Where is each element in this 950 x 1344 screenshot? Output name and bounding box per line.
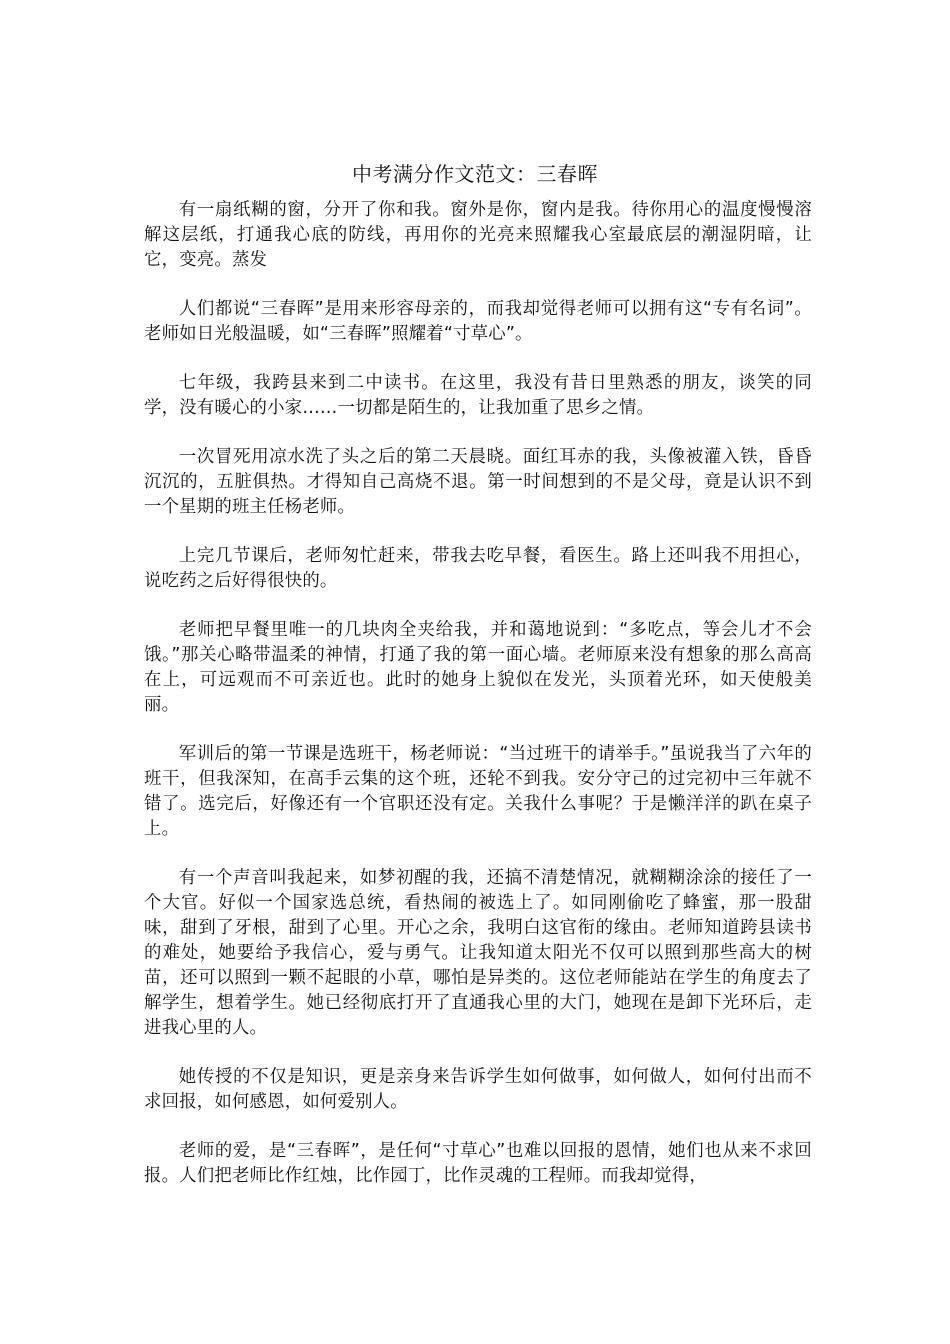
paragraph-3: 七年级，我跨县来到二中读书。在这里，我没有昔日里熟悉的朋友，谈笑的同学，没有暖心的小家……一切都是陌生的，让我加重了思乡之情。 [144,373,812,418]
paragraph-1: 有一扇纸糊的窗，分开了你和我。窗外是你，窗内是我。待你用心的温度慢慢溶解这层纸，打通我心底的防线，再用你的光亮来照耀我心室最底层的潮湿阴暗，让它，变亮。蒸发 [144,200,812,270]
paragraph-7: 军训后的第一节课是选班干，杨老师说：“当过班干的请举手。”虽说我当了六年的班干，但我深知，在高手云集的这个班，还轮不到我。安分守己的过完初中三年就不错了。选完后，好像还有一个官职还没有定。关我什么事呢？于是懒洋洋的趴在桌子上。 [144,744,812,839]
paragraph-10: 老师的爱，是“三春晖”，是任何“寸草心”也难以回报的恩情，她们也从来不求回报。人们把老师比作红烛，比作园丁，比作灵魂的工程师。而我却觉得， [144,1141,812,1186]
paragraph-6: 老师把早餐里唯一的几块肉全夹给我，并和蔼地说到：“多吃点，等会儿才不会饿。”那关心略带温柔的神情，打通了我的第一面心墙。老师原来没有想象的那么高高在上，可远观而不可亲近也。此时的她身上貌似在发光，头顶着光环，如天使般美丽。 [144,620,812,715]
paragraph-5: 上完几节课后，老师匆忙赶来，带我去吃早餐，看医生。路上还叫我不用担心，说吃药之后好得很快的。 [144,546,812,591]
paragraph-9: 她传授的不仅是知识，更是亲身来告诉学生如何做事，如何做人，如何付出而不求回报，如何感恩，如何爱别人。 [144,1067,812,1112]
paragraph-2: 人们都说“三春晖”是用来形容母亲的，而我却觉得老师可以拥有这“专有名词”。老师如日光般温暖，如“三春晖”照耀着“寸草心”。 [144,299,812,344]
paragraph-4: 一次冒死用凉水洗了头之后的第二天晨晓。面红耳赤的我，头像被灌入铁，昏昏沉沉的，五脏俱热。才得知自己高烧不退。第一时间想到的不是父母，竟是认识不到一个星期的班主任杨老师。 [144,447,812,517]
paragraph-8: 有一个声音叫我起来，如梦初醒的我，还搞不清楚情况，就糊糊涂涂的接任了一个大官。好似一个国家选总统，看热闹的被选上了。如同刚偷吃了蜂蜜，那一股甜味，甜到了牙根，甜到了心里。开心之余，我明白这官衔的缘由。老师知道跨县读书的难处，她要给予我信心，爱与勇气。让我知道太阳光不仅可以照到那些高大的树苗，还可以照到一颗不起眼的小草，哪怕是异类的。这位老师能站在学生的角度去了解学生，想着学生。她已经彻底打开了直通我心里的大门，她现在是卸下光环后，走进我心里的人。 [144,868,812,1038]
page-title: 中考满分作文范文：三春晖 [352,162,598,186]
essay-body [144,198,812,1213]
